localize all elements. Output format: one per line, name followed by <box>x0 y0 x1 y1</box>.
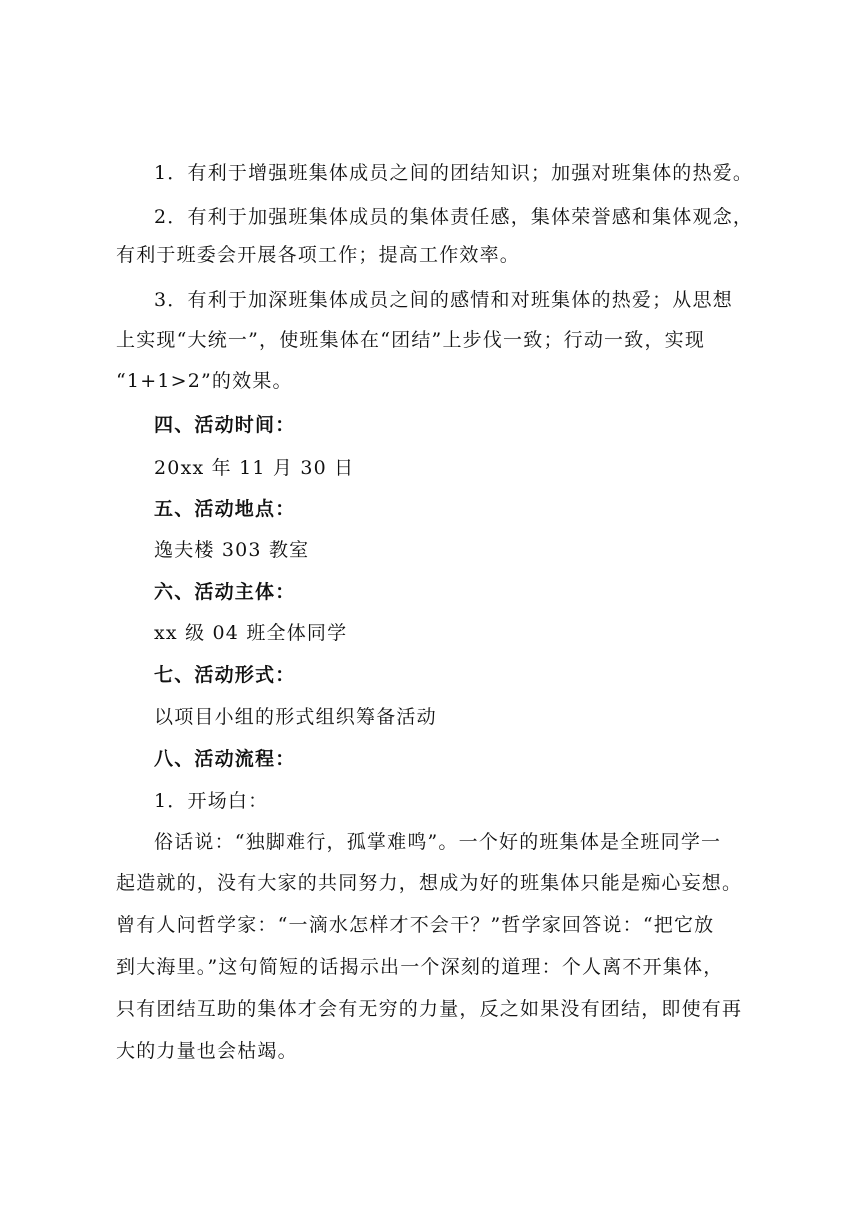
paragraph-line: 逸夫楼 303 教室 <box>154 539 310 561</box>
section-heading: 八、活动流程： <box>154 748 296 770</box>
paragraph-line: “1+1>2”的效果。 <box>116 370 293 392</box>
paragraph-line: 上实现“大统一”，使班集体在“团结”上步伐一致；行动一致，实现 <box>116 329 706 351</box>
section-heading: 六、活动主体： <box>154 581 296 603</box>
paragraph-line: 2．有利于加强班集体成员的集体责任感，集体荣誉感和集体观念， <box>154 206 754 228</box>
paragraph-line: 到大海里。”这句简短的话揭示出一个深刻的道理：个人离不开集体， <box>116 956 724 978</box>
paragraph-line: 曾有人问哲学家：“一滴水怎样才不会干？”哲学家回答说：“把它放 <box>116 914 715 936</box>
paragraph-line: xx 级 04 班全体同学 <box>154 622 348 644</box>
section-heading: 四、活动时间： <box>154 414 296 436</box>
paragraph-line: 以项目小组的形式组织筹备活动 <box>154 706 437 728</box>
section-heading: 七、活动形式： <box>154 664 296 686</box>
paragraph-line: 起造就的，没有大家的共同努力，想成为好的班集体只能是痴心妄想。 <box>116 872 743 894</box>
paragraph-line: 有利于班委会开展各项工作；提高工作效率。 <box>116 244 521 266</box>
paragraph-line: 20xx 年 11 月 30 日 <box>154 457 355 479</box>
paragraph-line: 大的力量也会枯竭。 <box>116 1040 298 1062</box>
paragraph-line: 俗话说：“独脚难行，孤掌难鸣”。一个好的班集体是全班同学一 <box>154 831 722 853</box>
paragraph-line: 只有团结互助的集体才会有无穷的力量，反之如果没有团结，即使有再 <box>116 998 743 1020</box>
paragraph-line: 1．开场白： <box>154 790 269 812</box>
section-heading: 五、活动地点： <box>154 498 296 520</box>
paragraph-line: 1．有利于增强班集体成员之间的团结知识；加强对班集体的热爱。 <box>154 162 754 184</box>
paragraph-line: 3．有利于加深班集体成员之间的感情和对班集体的热爱；从思想 <box>154 289 733 311</box>
